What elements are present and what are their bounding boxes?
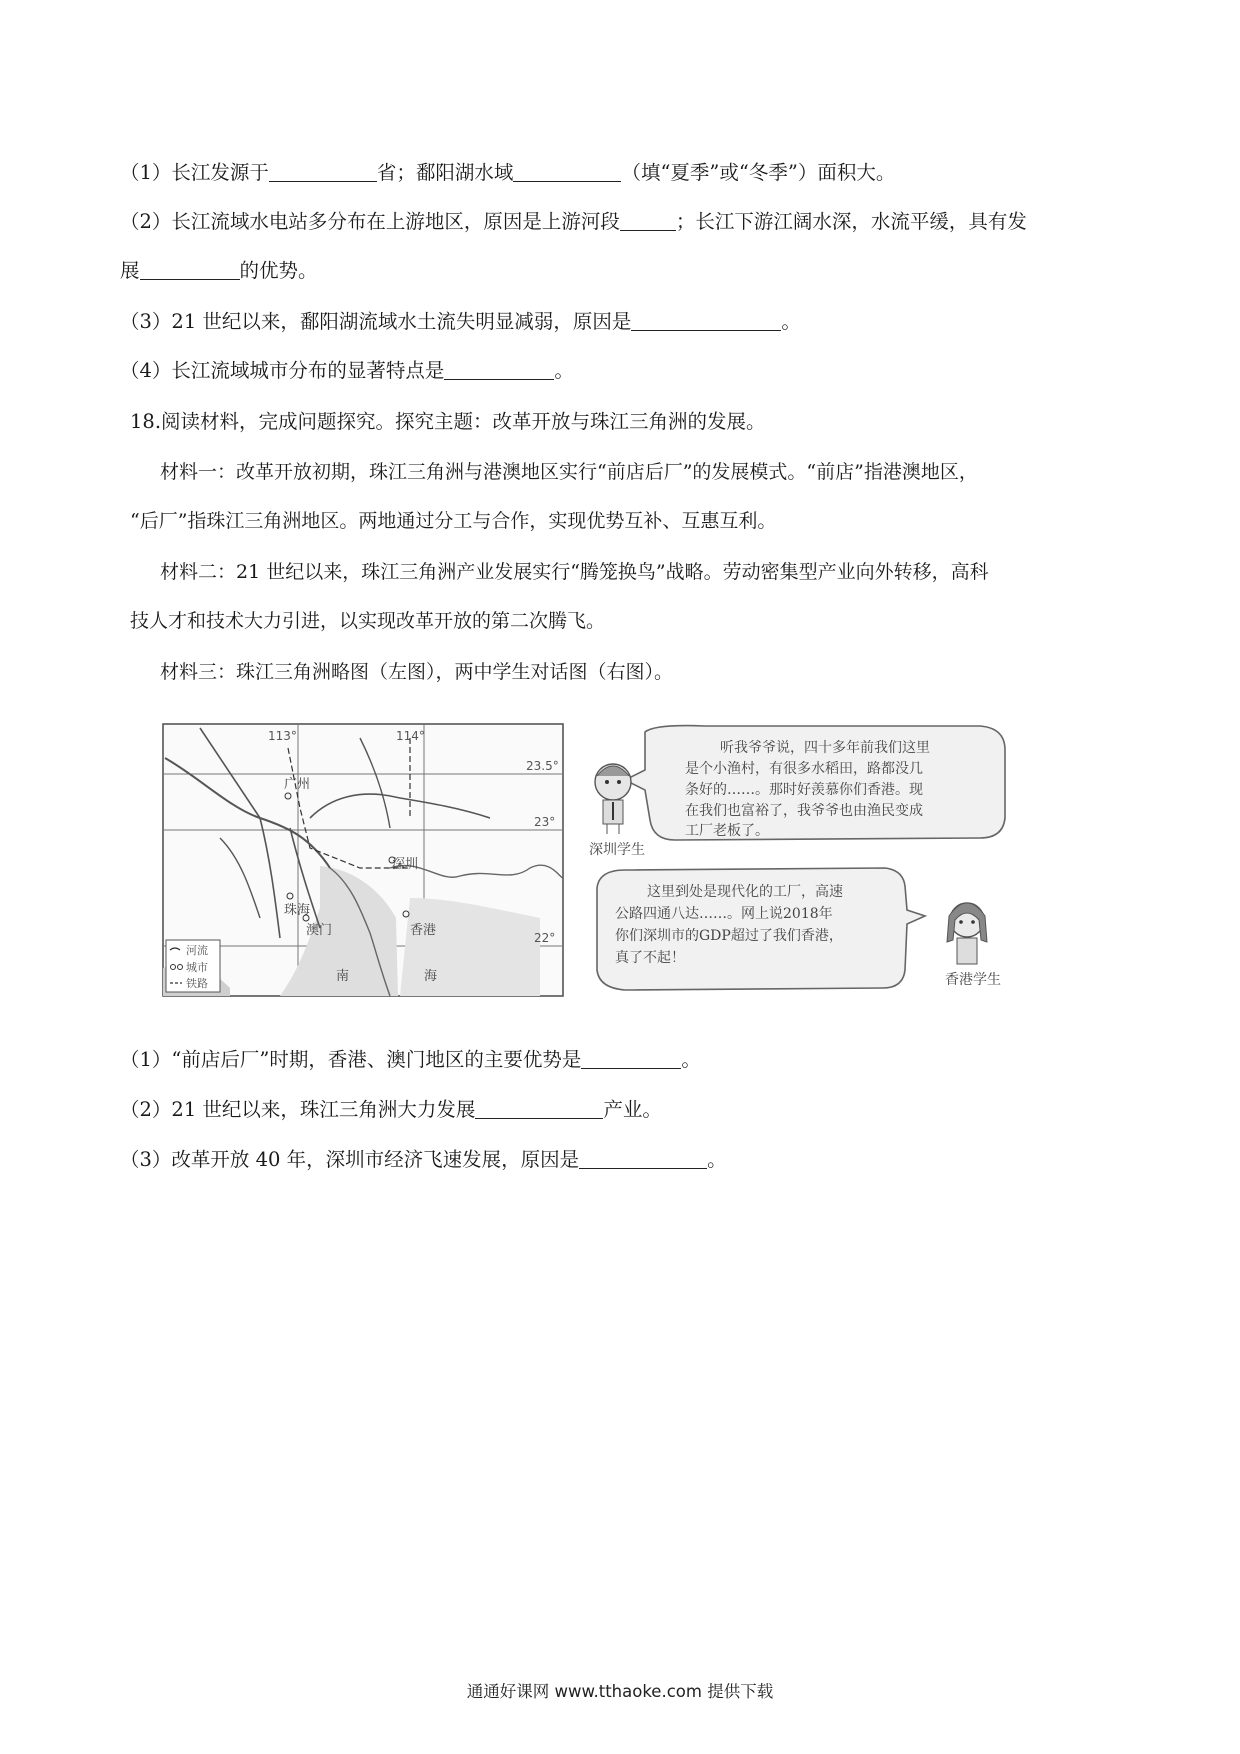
material-3: 材料三：珠江三角洲略图（左图），两中学生对话图（右图）。 xyxy=(160,661,674,683)
sz-line-4: 在我们也富裕了，我爷爷也由渔民变成 xyxy=(685,803,923,819)
legend-river: 河流 xyxy=(186,944,208,957)
sz-line-3: 条好的……。那时好羡慕你们香港。现 xyxy=(685,782,923,798)
hongkong-student-label: 香港学生 xyxy=(945,972,1001,988)
shenzhen-student-label: 深圳学生 xyxy=(589,842,645,858)
hk-line-2: 公路四通八达……。网上说2018年 xyxy=(615,906,833,922)
q18-1: （1）“前店后厂”时期，香港、澳门地区的主要优势是 。 xyxy=(120,1048,701,1071)
legend-rail: 铁路 xyxy=(186,977,208,990)
answer-blank[interactable] xyxy=(475,1096,603,1119)
student-dialogue-figure xyxy=(585,720,1015,1004)
answer-blank[interactable] xyxy=(579,1146,707,1169)
lat-23-label: 23° xyxy=(534,815,556,829)
page-footer: 通通好课网 www.tthaoke.com 提供下载 xyxy=(466,1682,774,1701)
legend-city: 城市 xyxy=(186,961,208,974)
hk-line-1: 这里到处是现代化的工厂，高速 xyxy=(647,884,843,900)
answer-blank[interactable] xyxy=(620,208,676,231)
material-1-cont: “后厂”指珠江三角洲地区。两地通过分工与合作，实现优势互补、互惠互利。 xyxy=(130,510,777,532)
q18-3: （3）改革开放 40 年，深圳市经济飞速发展，原因是 。 xyxy=(120,1148,727,1171)
shenzhen-student-icon xyxy=(595,764,631,834)
hk-line-3: 你们深圳市的GDP超过了我们香港， xyxy=(615,928,843,944)
answer-blank[interactable] xyxy=(269,159,377,182)
sz-line-1: 听我爷爷说，四十多年前我们这里 xyxy=(720,740,930,756)
hk-line-4: 真了不起！ xyxy=(615,950,685,966)
q17-1: （1）长江发源于 省；鄱阳湖水域 （填“夏季”或“冬季”）面积大。 xyxy=(120,161,896,184)
city-shenzhen: 深圳 xyxy=(392,857,419,872)
answer-blank[interactable] xyxy=(581,1046,681,1069)
city-hongkong: 香港 xyxy=(410,923,437,938)
q17-2: （2）长江流域水电站多分布在上游地区，原因是上游河段 ；长江下游江阔水深，水流平缓，具有发 xyxy=(120,210,1027,233)
q18-title: 18.阅读材料，完成问题探究。探究主题：改革开放与珠江三角洲的发展。 xyxy=(130,410,766,433)
pearl-river-delta-map xyxy=(160,718,568,1002)
hongkong-student-icon xyxy=(947,903,987,964)
q17-4: （4）长江流域城市分布的显著特点是 。 xyxy=(120,359,574,382)
q18-2: （2）21 世纪以来，珠江三角洲大力发展 产业。 xyxy=(120,1098,662,1121)
material-2-cont: 技人才和技术大力引进，以实现改革开放的第二次腾飞。 xyxy=(130,610,606,632)
q17-2-cont: 展 的优势。 xyxy=(120,259,318,282)
sea-label-1: 南 xyxy=(336,969,350,984)
lat-23-5-label: 23.5° xyxy=(526,759,559,773)
q17-3: （3）21 世纪以来，鄱阳湖流域水土流失明显减弱，原因是 。 xyxy=(120,310,801,333)
answer-blank[interactable] xyxy=(140,257,240,280)
sea-label-2: 海 xyxy=(424,969,438,984)
city-guangzhou: 广州 xyxy=(284,777,311,792)
lon-113-label: 113° xyxy=(268,729,297,743)
sz-line-2: 是个小渔村，有很多水稻田，路都没几 xyxy=(685,761,923,777)
answer-blank[interactable] xyxy=(444,357,554,380)
sz-line-5: 工厂老板了。 xyxy=(685,823,769,839)
lon-114-label: 114° xyxy=(396,729,425,743)
city-zhuhai: 珠海 xyxy=(284,903,311,918)
material-1: 材料一：改革开放初期，珠江三角洲与港澳地区实行“前店后厂”的发展模式。“前店”指港澳地区， xyxy=(160,461,978,483)
city-macau: 澳门 xyxy=(306,923,333,938)
answer-blank[interactable] xyxy=(631,308,781,331)
material-2: 材料二：21 世纪以来，珠江三角洲产业发展实行“腾笼换鸟”战略。劳动密集型产业向外转移，高科 xyxy=(160,561,989,583)
answer-blank[interactable] xyxy=(513,159,621,182)
lat-22-label: 22° xyxy=(534,931,556,945)
